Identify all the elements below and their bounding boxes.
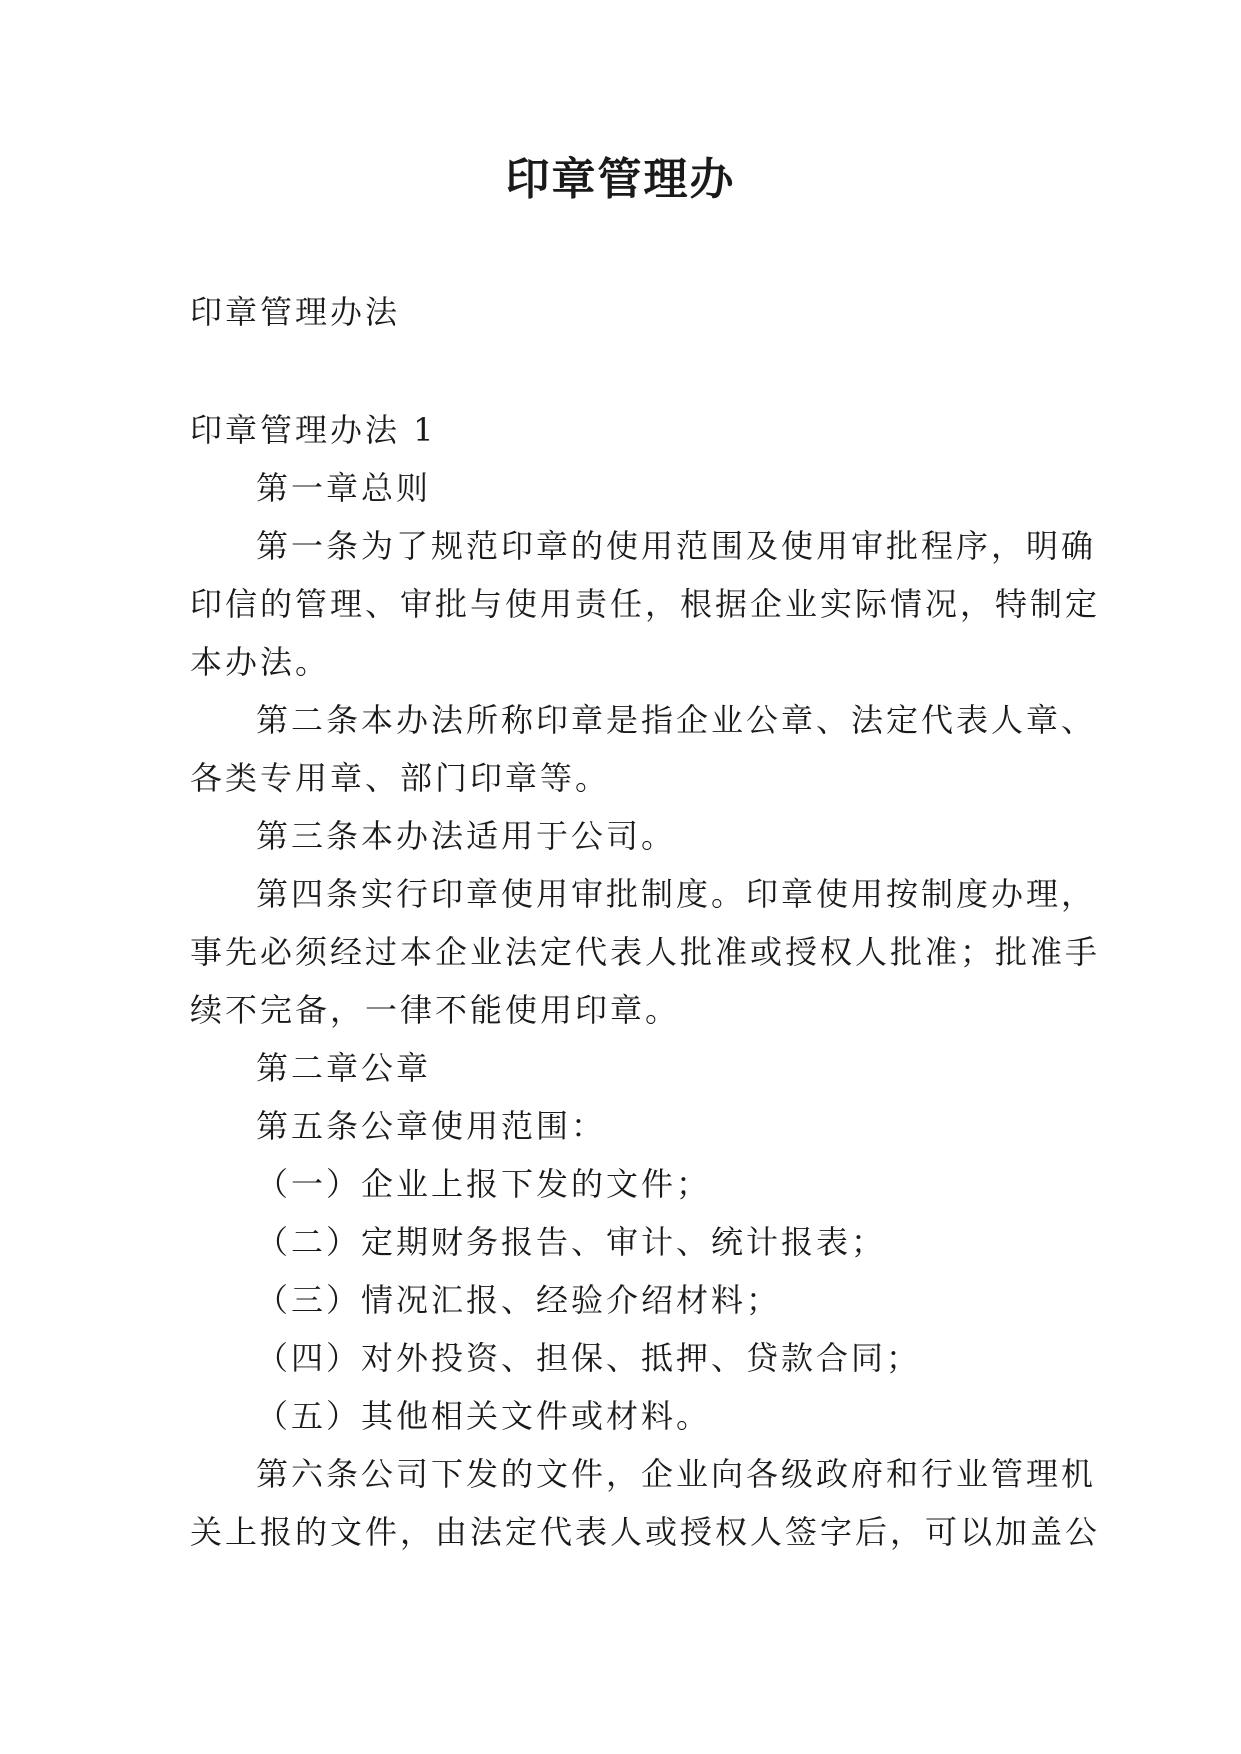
document-title: 印章管理办 bbox=[505, 154, 736, 205]
list-item: （五）其他相关文件或材料。 bbox=[256, 1397, 712, 1435]
paragraph-line: 第一条为了规范印章的使用范围及使用审批程序，明确 bbox=[256, 527, 1097, 565]
section-gap bbox=[190, 341, 1060, 401]
paragraph-line: 印信的管理、审批与使用责任，根据企业实际情况，特制定 bbox=[190, 585, 1101, 623]
paragraph-line: 本办法。 bbox=[190, 643, 331, 681]
chapter-heading: 第二章公章 bbox=[256, 1049, 432, 1087]
paragraph-line: 第二条本办法所称印章是指企业公章、法定代表人章、 bbox=[256, 701, 1097, 739]
list-item: （一）企业上报下发的文件； bbox=[256, 1165, 712, 1203]
chapter-heading: 第一章总则 bbox=[256, 469, 432, 507]
paragraph-line: 续不完备，一律不能使用印章。 bbox=[190, 991, 681, 1029]
paragraph-line: 第三条本办法适用于公司。 bbox=[256, 817, 677, 855]
paragraph-line: 各类专用章、部门印章等。 bbox=[190, 759, 611, 797]
list-item: （三）情况汇报、经验介绍材料； bbox=[256, 1281, 782, 1319]
paragraph-line: 第四条实行印章使用审批制度。印章使用按制度办理， bbox=[256, 875, 1097, 913]
list-item: （四）对外投资、担保、抵押、贷款合同； bbox=[256, 1339, 922, 1377]
document-subtitle: 印章管理办法 bbox=[190, 293, 401, 331]
paragraph-line: 第五条公章使用范围： bbox=[256, 1107, 607, 1145]
list-item: （二）定期财务报告、审计、统计报表； bbox=[256, 1223, 887, 1261]
paragraph-line: 事先必须经过本企业法定代表人批准或授权人批准；批准手 bbox=[190, 933, 1101, 971]
paragraph-line: 第六条公司下发的文件，企业向各级政府和行业管理机 bbox=[256, 1455, 1097, 1493]
paragraph-line: 关上报的文件，由法定代表人或授权人签字后，可以加盖公 bbox=[190, 1513, 1101, 1551]
document-body bbox=[190, 283, 1101, 1561]
section-heading: 印章管理办法 1 bbox=[190, 411, 437, 449]
